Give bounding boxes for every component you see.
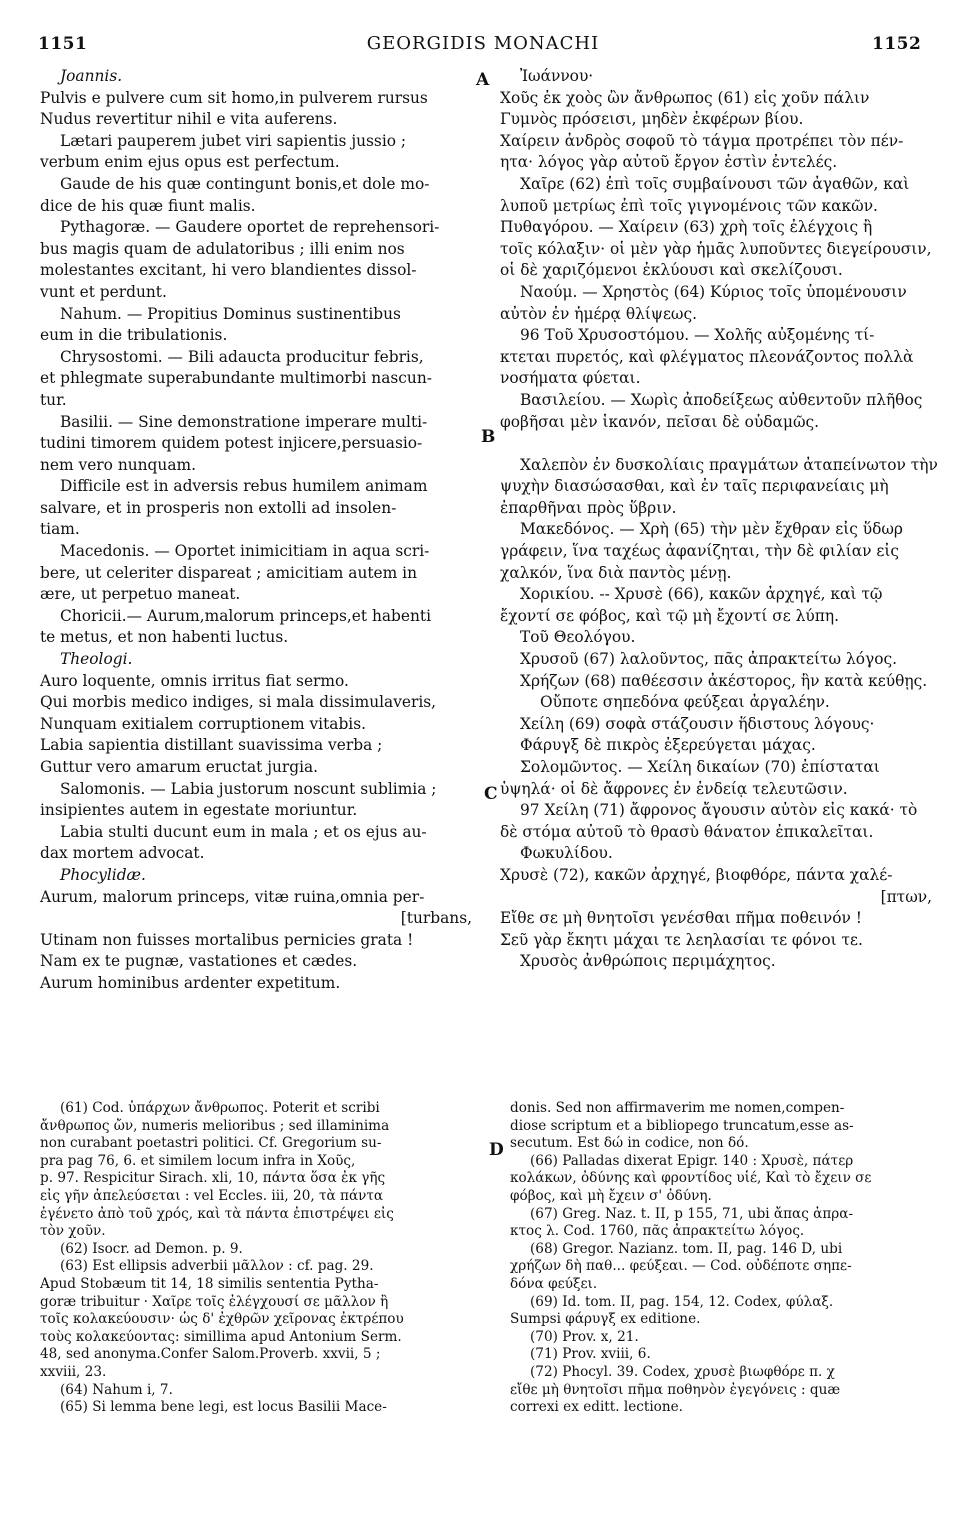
text-line: nem vero nunquam. <box>40 455 196 474</box>
text-line: tiam. <box>40 520 80 539</box>
text-line: et phlegmate superabundante multimorbi nascun- <box>40 369 432 388</box>
footnote-line: ἐγένετο ἀπὸ τοῦ χρός, καὶ τὰ πάντα ἐπιστρέψει εἰς <box>40 1205 394 1222</box>
running-title: GEORGIDIS MONACHI <box>366 33 600 54</box>
footnote-line: donis. Sed non affirmaverim me nomen,compen- <box>510 1100 845 1116</box>
text-line: Auro loquente, omnis irritus fiat sermo. <box>40 671 349 690</box>
text-line: χαλκόν, ἵνα διὰ παντὸς μένῃ. <box>500 563 732 582</box>
text-line: salvare, et in prosperis non extolli ad insolen- <box>40 498 397 517</box>
text-line: Gaude de his quæ contingunt bonis,et dole mo- <box>60 174 430 193</box>
text-line: Φωκυλίδου. <box>520 844 613 863</box>
text-line: ητα· λόγος γὰρ αὐτοῦ ἔργον ἐστὶν ἐντελές. <box>500 153 838 172</box>
text-line: Nahum. — Propitius Dominus sustinentibus <box>60 304 401 323</box>
footnote-line: (71) Prov. xviii, 6. <box>530 1346 651 1363</box>
footnote-line: κτος λ. Cod. 1760, πᾶς ἀπρακτείτω λόγος. <box>510 1223 805 1240</box>
footnote-line: secutum. Est δώ in codice, non δό. <box>510 1135 749 1152</box>
text-line: ἔχοντί σε φόβος, καὶ τῷ μὴ ἔχοντί σε λύπη. <box>500 606 839 625</box>
text-line: Βασιλείου. — Χωρὶς ἀποδείξεως αὐθεντοῦν πλῆθος <box>520 390 923 409</box>
page-number-right: 1152 <box>872 34 922 54</box>
text-line: Τοῦ Θεολόγου. <box>520 628 636 647</box>
text-line: Labia sapientia distillant suavissima verba ; <box>40 736 383 755</box>
text-line: Χρυσὲ (72), κακῶν ἀρχηγέ, βιοφθόρε, πάντα χαλέ- <box>500 865 893 884</box>
footnote-line: (66) Palladas dixerat Epigr. 140 : Χρυσὲ, πάτερ <box>530 1152 854 1169</box>
text-line: Χοῦς ἐκ χοὸς ὢν ἄνθρωπος (61) εἰς χοῦν πάλιν <box>500 88 870 107</box>
footnote-line: 48, sed anonyma.Confer Salom.Proverb. xxvii, 5 ; <box>40 1346 381 1363</box>
text-line: Nudus revertitur nihil e vita auferens. <box>40 110 338 129</box>
text-line: φοβῆσαι μὲν ἱκανόν, πεῖσαι δὲ οὐδαμῶς. <box>500 412 820 431</box>
spacer <box>500 433 936 455</box>
text-line: bere, ut celeriter dispareat ; amicitiam autem in <box>40 563 417 582</box>
text-line: Difficile est in adversis rebus humilem animam <box>60 477 428 496</box>
text-line: Basilii. — Sine demonstratione imperare multi- <box>60 412 428 431</box>
text-line: Σεῦ γὰρ ἔκητι μάχαι τε λεηλασίαι τε φόνοι τε. <box>500 930 863 949</box>
text-line: Macedonis. — Oportet inimicitiam in aqua scri- <box>60 542 430 561</box>
text-line: Χορικίου. -- Χρυσὲ (66), κακῶν ἀρχηγέ, καὶ τῷ <box>520 585 883 604</box>
text-line: Pulvis e pulvere cum sit homo,in pulverem rursus <box>40 88 428 107</box>
text-line: Theologi. <box>60 650 133 669</box>
text-line: Lætari pauperem jubet viri sapientis jussio ; <box>60 131 407 150</box>
text-line: molestantes excitant, hi vero blandientes dissol- <box>40 261 417 280</box>
text-line: Χείλη (69) σοφὰ στάζουσιν ἥδιστους λόγους· <box>520 714 875 733</box>
margin-marker-b: B <box>481 427 496 447</box>
text-line: Choricii.— Aurum,malorum princeps,et habenti <box>60 606 432 625</box>
footnote-line: ἄνθρωπος ὤν, numeris melioribus ; sed illaminima <box>40 1117 390 1134</box>
text-line: verbum enim ejus opus est perfectum. <box>40 153 340 172</box>
text-line: tur. <box>40 390 67 409</box>
text-line: dax mortem advocat. <box>40 844 205 863</box>
footnote-line: εἰς γῆν ἀπελεύσεται : vel Eccles. iii, 20, τὰ πάντα <box>40 1187 384 1204</box>
text-line: Joannis. <box>60 67 123 85</box>
footnote-line: (63) Est ellipsis adverbii μᾶλλον : cf. pag. 29. <box>60 1258 374 1275</box>
margin-marker-d: D <box>489 1140 504 1160</box>
text-line: Ναούμ. — Χρηστὸς (64) Κύριος τοῖς ὑπομένουσιν <box>520 282 907 301</box>
footnotes-left <box>40 1100 480 1417</box>
text-line: Χαλεπὸν ἐν δυσκολίαις πραγμάτων ἀταπείνωτον τὴν <box>520 455 938 474</box>
footnote-line: Sumpsi φάρυγξ ex editione. <box>510 1311 701 1328</box>
text-line: Chrysostomi. — Bili adaucta producitur febris, <box>60 347 424 366</box>
margin-marker-c: C <box>484 784 498 804</box>
text-line: insipientes autem in egestate moriuntur. <box>40 801 358 820</box>
footnote-line: εἴθε μὴ θνητοῖσι πῆμα ποθηνὸν ἐγεγόνεις : quæ <box>510 1381 841 1398</box>
text-line: Utinam non fuisses mortalibus pernicies grata ! <box>40 930 414 949</box>
text-line: Σολομῶντος. — Χείλη δικαίων (70) ἐπίσταται <box>520 758 880 776</box>
text-line: αὐτὸν ἐν ἡμέρᾳ θλίψεως. <box>500 304 697 323</box>
text-line: Φάρυγξ δὲ πικρὸς ἐξερεύγεται μάχας. <box>520 736 816 755</box>
footnotes-right <box>510 1100 940 1417</box>
footnote-line: τοὺς κολακεύοντας: simillima apud Antonium Serm. <box>40 1328 402 1345</box>
text-line: eum in die tribulationis. <box>40 326 228 345</box>
page-header <box>0 0 966 60</box>
text-line: ære, ut perpetuo maneat. <box>40 585 241 604</box>
text-line: δὲ στόμα αὐτοῦ τὸ θρασὺ θάνατον ἐπικαλεῖται. <box>500 822 874 841</box>
text-line: Χρήζων (68) παθέεσσιν ἀκέστορος, ἣν κατὰ κεύθῃς. <box>520 671 928 690</box>
greek-column <box>500 66 936 973</box>
text-line: Nam ex te pugnæ, vastationes et cædes. <box>40 952 358 971</box>
footnote-line: (67) Greg. Naz. t. II, p 155, 71, ubi ἄπας ἀπρα- <box>530 1205 854 1222</box>
latin-column <box>40 66 476 995</box>
text-line: Χαίρειν ἀνδρὸς σοφοῦ τὸ τάγμα προτρέπει τὸν πέν- <box>500 131 904 150</box>
text-line: vunt et perdunt. <box>40 282 167 301</box>
text-line: ψυχὴν διασώσασθαι, καὶ ἐν ταῖς περιφανείαις μὴ <box>500 477 889 496</box>
text-line: Pythagoræ. — Gaudere oportet de reprehensori- <box>60 218 440 237</box>
footnote-line: (69) Id. tom. II, pag. 154, 12. Codex, φύλαξ. <box>530 1293 834 1310</box>
footnote-line: pra pag 76, 6. et similem locum infra in Χοῦς, <box>40 1152 356 1169</box>
footnote-line: (65) Si lemma bene legi, est locus Basilii Mace- <box>60 1399 387 1416</box>
footnote-line: (64) Nahum i, 7. <box>60 1381 173 1398</box>
text-line: Χρυσοῦ (67) λαλοῦντος, πᾶς ἀπρακτείτω λόγος. <box>520 650 897 669</box>
text-line: γράφειν, ἵνα ταχέως ἀφανίζηται, τὴν δὲ φιλίαν εἰς <box>500 542 900 561</box>
footnote-line: diose scriptum et a bibliopego truncatum,esse as- <box>510 1117 854 1134</box>
text-line: Ἰωάννου· <box>520 67 594 85</box>
text-line: dice de his quæ fiunt malis. <box>40 196 256 215</box>
text-line: ἐπαρθῆναι πρὸς ὕβριν. <box>500 498 677 517</box>
footnote-line: (68) Gregor. Nazianz. tom. II, pag. 146 D, ubi <box>530 1240 843 1257</box>
text-line: Guttur vero amarum eructat jurgia. <box>40 758 319 776</box>
page-number-left: 1151 <box>38 34 88 54</box>
footnote-line: τοῖς κολακεύουσιν· ὡς δ' ἐχθρῶν χεῖρονας ἐκτρέπου <box>40 1311 404 1328</box>
text-line: λυποῦ μετρίως ἐπὶ τοῖς γιγνομένοις τῶν κακῶν. <box>500 196 878 215</box>
text-line: Εἴθε σε μὴ θνητοῖσι γενέσθαι πῆμα ποθεινόν ! <box>500 909 862 928</box>
text-line: Χρυσὸς ἀνθρώποις περιμάχητος. <box>520 952 776 971</box>
footnote-line: (72) Phocyl. 39. Codex, χρυσὲ βιωφθόρε π. χ <box>530 1363 835 1380</box>
margin-marker-a: A <box>476 70 490 90</box>
footnote-line: non curabant poetastri politici. Cf. Gregorium su- <box>40 1135 382 1152</box>
text-line: Labia stulti ducunt eum in mala ; et os ejus au- <box>60 822 427 841</box>
footnote-line: Apud Stobæum tit 14, 18 similis sententia Pytha- <box>40 1275 379 1292</box>
text-line: ὑψηλά· οἱ δὲ ἄφρονες ἐν ἐνδείᾳ τελευτῶσιν. <box>500 779 848 798</box>
text-line: Γυμνὸς πρόσεισι, μηδὲν ἐκφέρων βίου. <box>500 110 804 129</box>
text-line: νοσήματα φύεται. <box>500 369 641 388</box>
text-line: Πυθαγόρου. — Χαίρειν (63) χρὴ τοῖς ἐλέγχοις ἢ <box>500 218 873 237</box>
footnote-line: (70) Prov. x, 21. <box>530 1328 639 1345</box>
text-line: Μακεδόνος. — Χρὴ (65) τὴν μὲν ἔχθραν εἰς ὕδωρ <box>520 520 903 539</box>
text-line: 96 Τοῦ Χρυσοστόμου. — Χολῆς αὐξομένης τί- <box>520 326 875 345</box>
footnote-line: (62) Isocr. ad Demon. p. 9. <box>60 1240 243 1257</box>
text-line: 97 Χείλη (71) ἄφρονος ἄγουσιν αὐτὸν εἰς κακά· τὸ <box>520 801 918 820</box>
text-line: te metus, et non habenti luctus. <box>40 628 289 647</box>
footnote-line: τὸν χοῦν. <box>40 1223 106 1240</box>
text-line: οἱ δὲ χαριζόμενοι ἐκλύουσι καὶ σκελίζουσι. <box>500 261 843 280</box>
text-line: Phocylidæ. <box>60 865 146 884</box>
text-line: τοῖς κόλαξιν· οἱ μὲν γὰρ ἡμᾶς λυποῦντες διεγείρουσιν, <box>500 239 932 258</box>
footnote-line: δόνα φεύξει. <box>510 1275 598 1292</box>
footnote-line: correxi ex editt. lectione. <box>510 1399 683 1416</box>
text-line: κτεται πυρετός, καὶ φλέγματος πλεονάζοντος πολλὰ <box>500 347 914 366</box>
footnote-line: κολάκων, ὀδύνης καὶ φροντίδος υἱέ, Καὶ τὸ ἔχειν σε <box>510 1170 872 1187</box>
footnote-line: goræ tribuitur · Χαῖρε τοῖς ἐλέγχουσί σε μᾶλλον ἢ <box>40 1293 389 1310</box>
text-line: [πτων, <box>880 887 932 906</box>
footnote-line: (61) Cod. ὑπάρχων ἄνθρωπος. Poterit et scribi <box>60 1100 380 1116</box>
text-line: tudini timorem quidem potest injicere,persuasio- <box>40 434 423 453</box>
text-line: Salomonis. — Labia justorum noscunt sublimia ; <box>60 779 437 798</box>
footnote-line: p. 97. Respicitur Sirach. xli, 10, πάντα ὅσα ἐκ γῆς <box>40 1170 386 1187</box>
text-line: Nunquam exitialem corruptionem vitabis. <box>40 714 367 733</box>
text-line: bus magis quam de adulatoribus ; illi enim nos <box>40 239 405 258</box>
footnote-line: xxviii, 23. <box>40 1363 107 1380</box>
text-line: Qui morbis medico indiges, si mala dissimulaveris, <box>40 693 437 712</box>
text-line: Aurum hominibus ardenter expetitum. <box>40 973 341 992</box>
text-line: Aurum, malorum princeps, vitæ ruina,omnia per- <box>40 887 425 906</box>
text-line: Οὔποτε σηπεδόνα φεύξεαι ἀργαλέην. <box>540 693 830 712</box>
footnote-line: φόβος, καὶ μὴ ἔχειν σ' ὀδύνη. <box>510 1187 712 1204</box>
footnote-line: χρήζων δὴ παθ... φεύξεαι. — Cod. οὐδέποτε σηπε- <box>510 1258 852 1275</box>
text-line: [turbans, <box>400 909 472 928</box>
text-line: Χαῖρε (62) ἐπὶ τοῖς συμβαίνουσι τῶν ἀγαθῶν, καὶ <box>520 174 910 193</box>
